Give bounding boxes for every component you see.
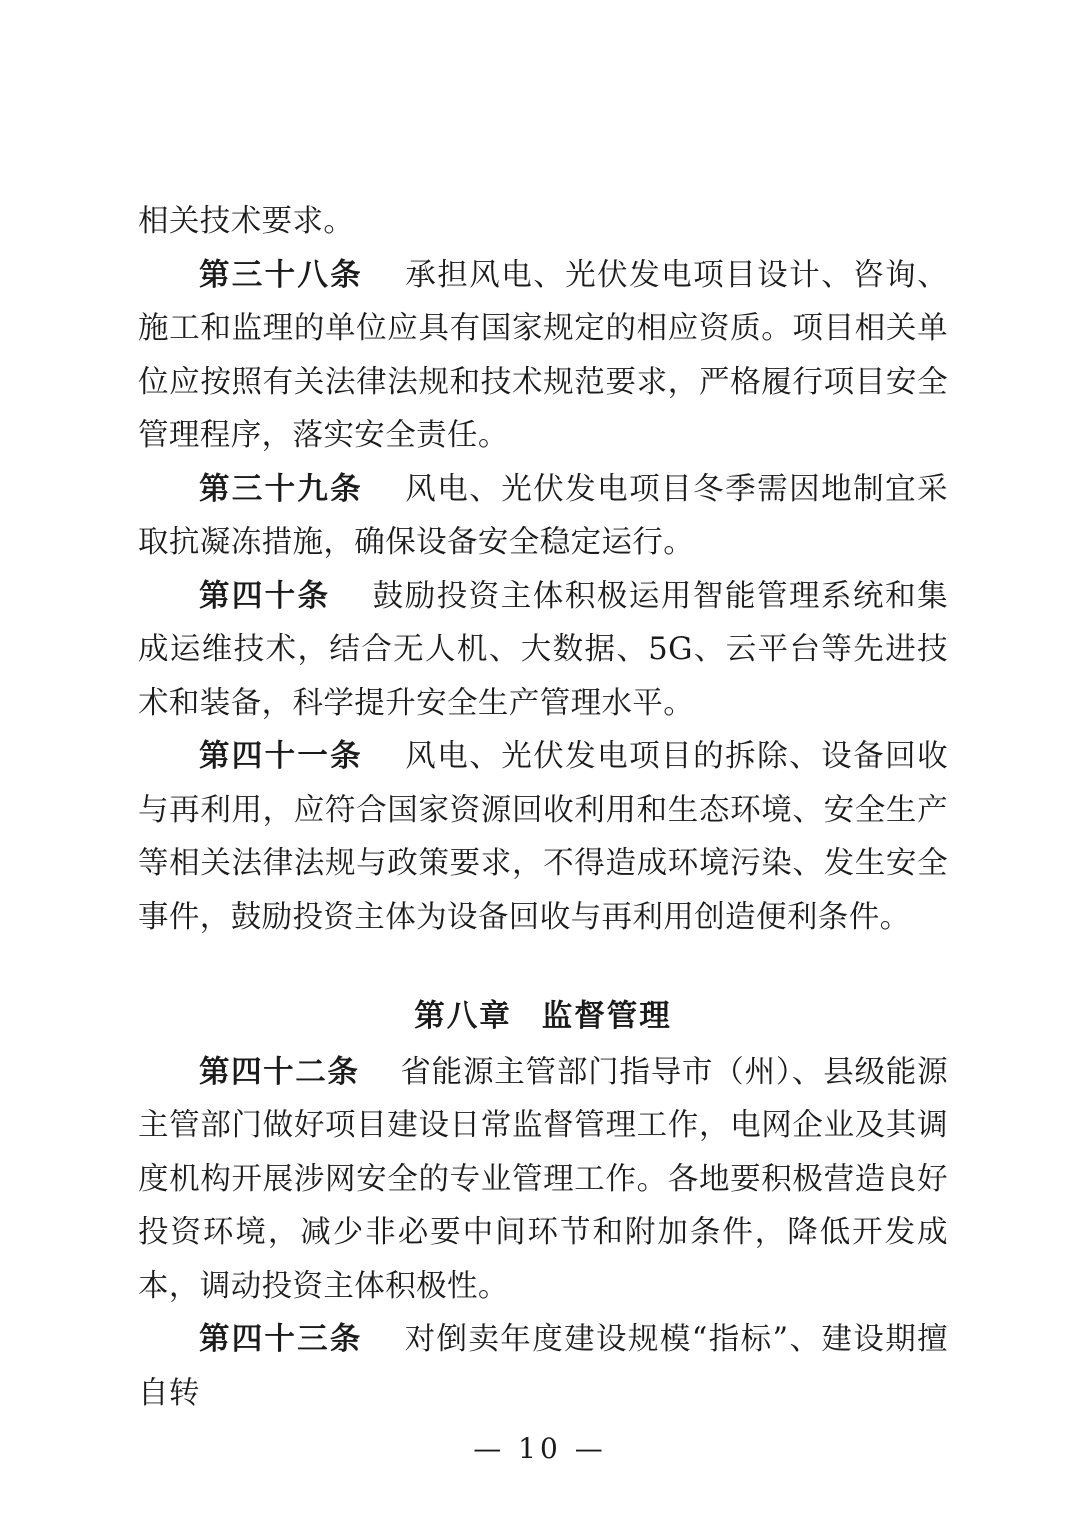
article-42 bbox=[138, 1046, 948, 1314]
article-38 bbox=[138, 249, 948, 463]
article-40 bbox=[138, 570, 948, 731]
article-39-text: 风电、光伏发电项目冬季需因地制宜采取抗凝冻措施，确保设备安全稳定运行。 bbox=[138, 471, 948, 560]
article-43 bbox=[138, 1313, 948, 1420]
article-39-label: 第三十九条 bbox=[199, 470, 363, 507]
article-38-text: 承担风电、光伏发电项目设计、咨询、施工和监理的单位应具有国家规定的相应资质。项目相关单位应按照有关法律法规和技术规范要求，严格履行项目安全管理程序，落实安全责任。 bbox=[138, 257, 948, 453]
article-40-label: 第四十条 bbox=[199, 577, 331, 614]
article-42-text: 省能源主管部门指导市（州）、县级能源主管部门做好项目建设日常监督管理工作，电网企业及其调度机构开展涉网安全的专业管理工作。各地要积极营造良好投资环境，减少非必要中间环节和附加条件，降低开发成本，调动投资主体积极性。 bbox=[138, 1054, 948, 1304]
page-footer bbox=[0, 1432, 1080, 1465]
article-43-label: 第四十三条 bbox=[199, 1321, 363, 1357]
chapter-number: 第八章 bbox=[414, 998, 512, 1034]
article-41 bbox=[138, 730, 948, 944]
chapter-heading-8 bbox=[138, 944, 948, 1046]
article-40-text: 鼓励投资主体积极运用智能管理系统和集成运维技术，结合无人机、大数据、5G、云平台等先进技术和装备，科学提升安全生产管理水平。 bbox=[138, 578, 948, 721]
article-39 bbox=[138, 463, 948, 570]
article-42-label: 第四十二条 bbox=[199, 1053, 360, 1090]
chapter-title: 监督管理 bbox=[541, 998, 672, 1034]
article-41-label: 第四十一条 bbox=[199, 738, 363, 774]
paragraph-text: 相关技术要求。 bbox=[138, 204, 355, 239]
article-43-text: 对倒卖年度建设规模“指标”、建设期擅自转 bbox=[138, 1322, 948, 1411]
article-41-text: 风电、光伏发电项目的拆除、设备回收与再利用，应符合国家资源回收利用和生态环境、安全生产等相关法律法规与政策要求，不得造成环境污染、发生安全事件，鼓励投资主体为设备回收与再利用创造便利条件。 bbox=[138, 739, 948, 935]
page-number: — 10 — bbox=[473, 1432, 607, 1465]
paragraph-continuation bbox=[138, 195, 948, 249]
article-38-label: 第三十八条 bbox=[199, 256, 363, 293]
document-body bbox=[138, 195, 948, 1420]
